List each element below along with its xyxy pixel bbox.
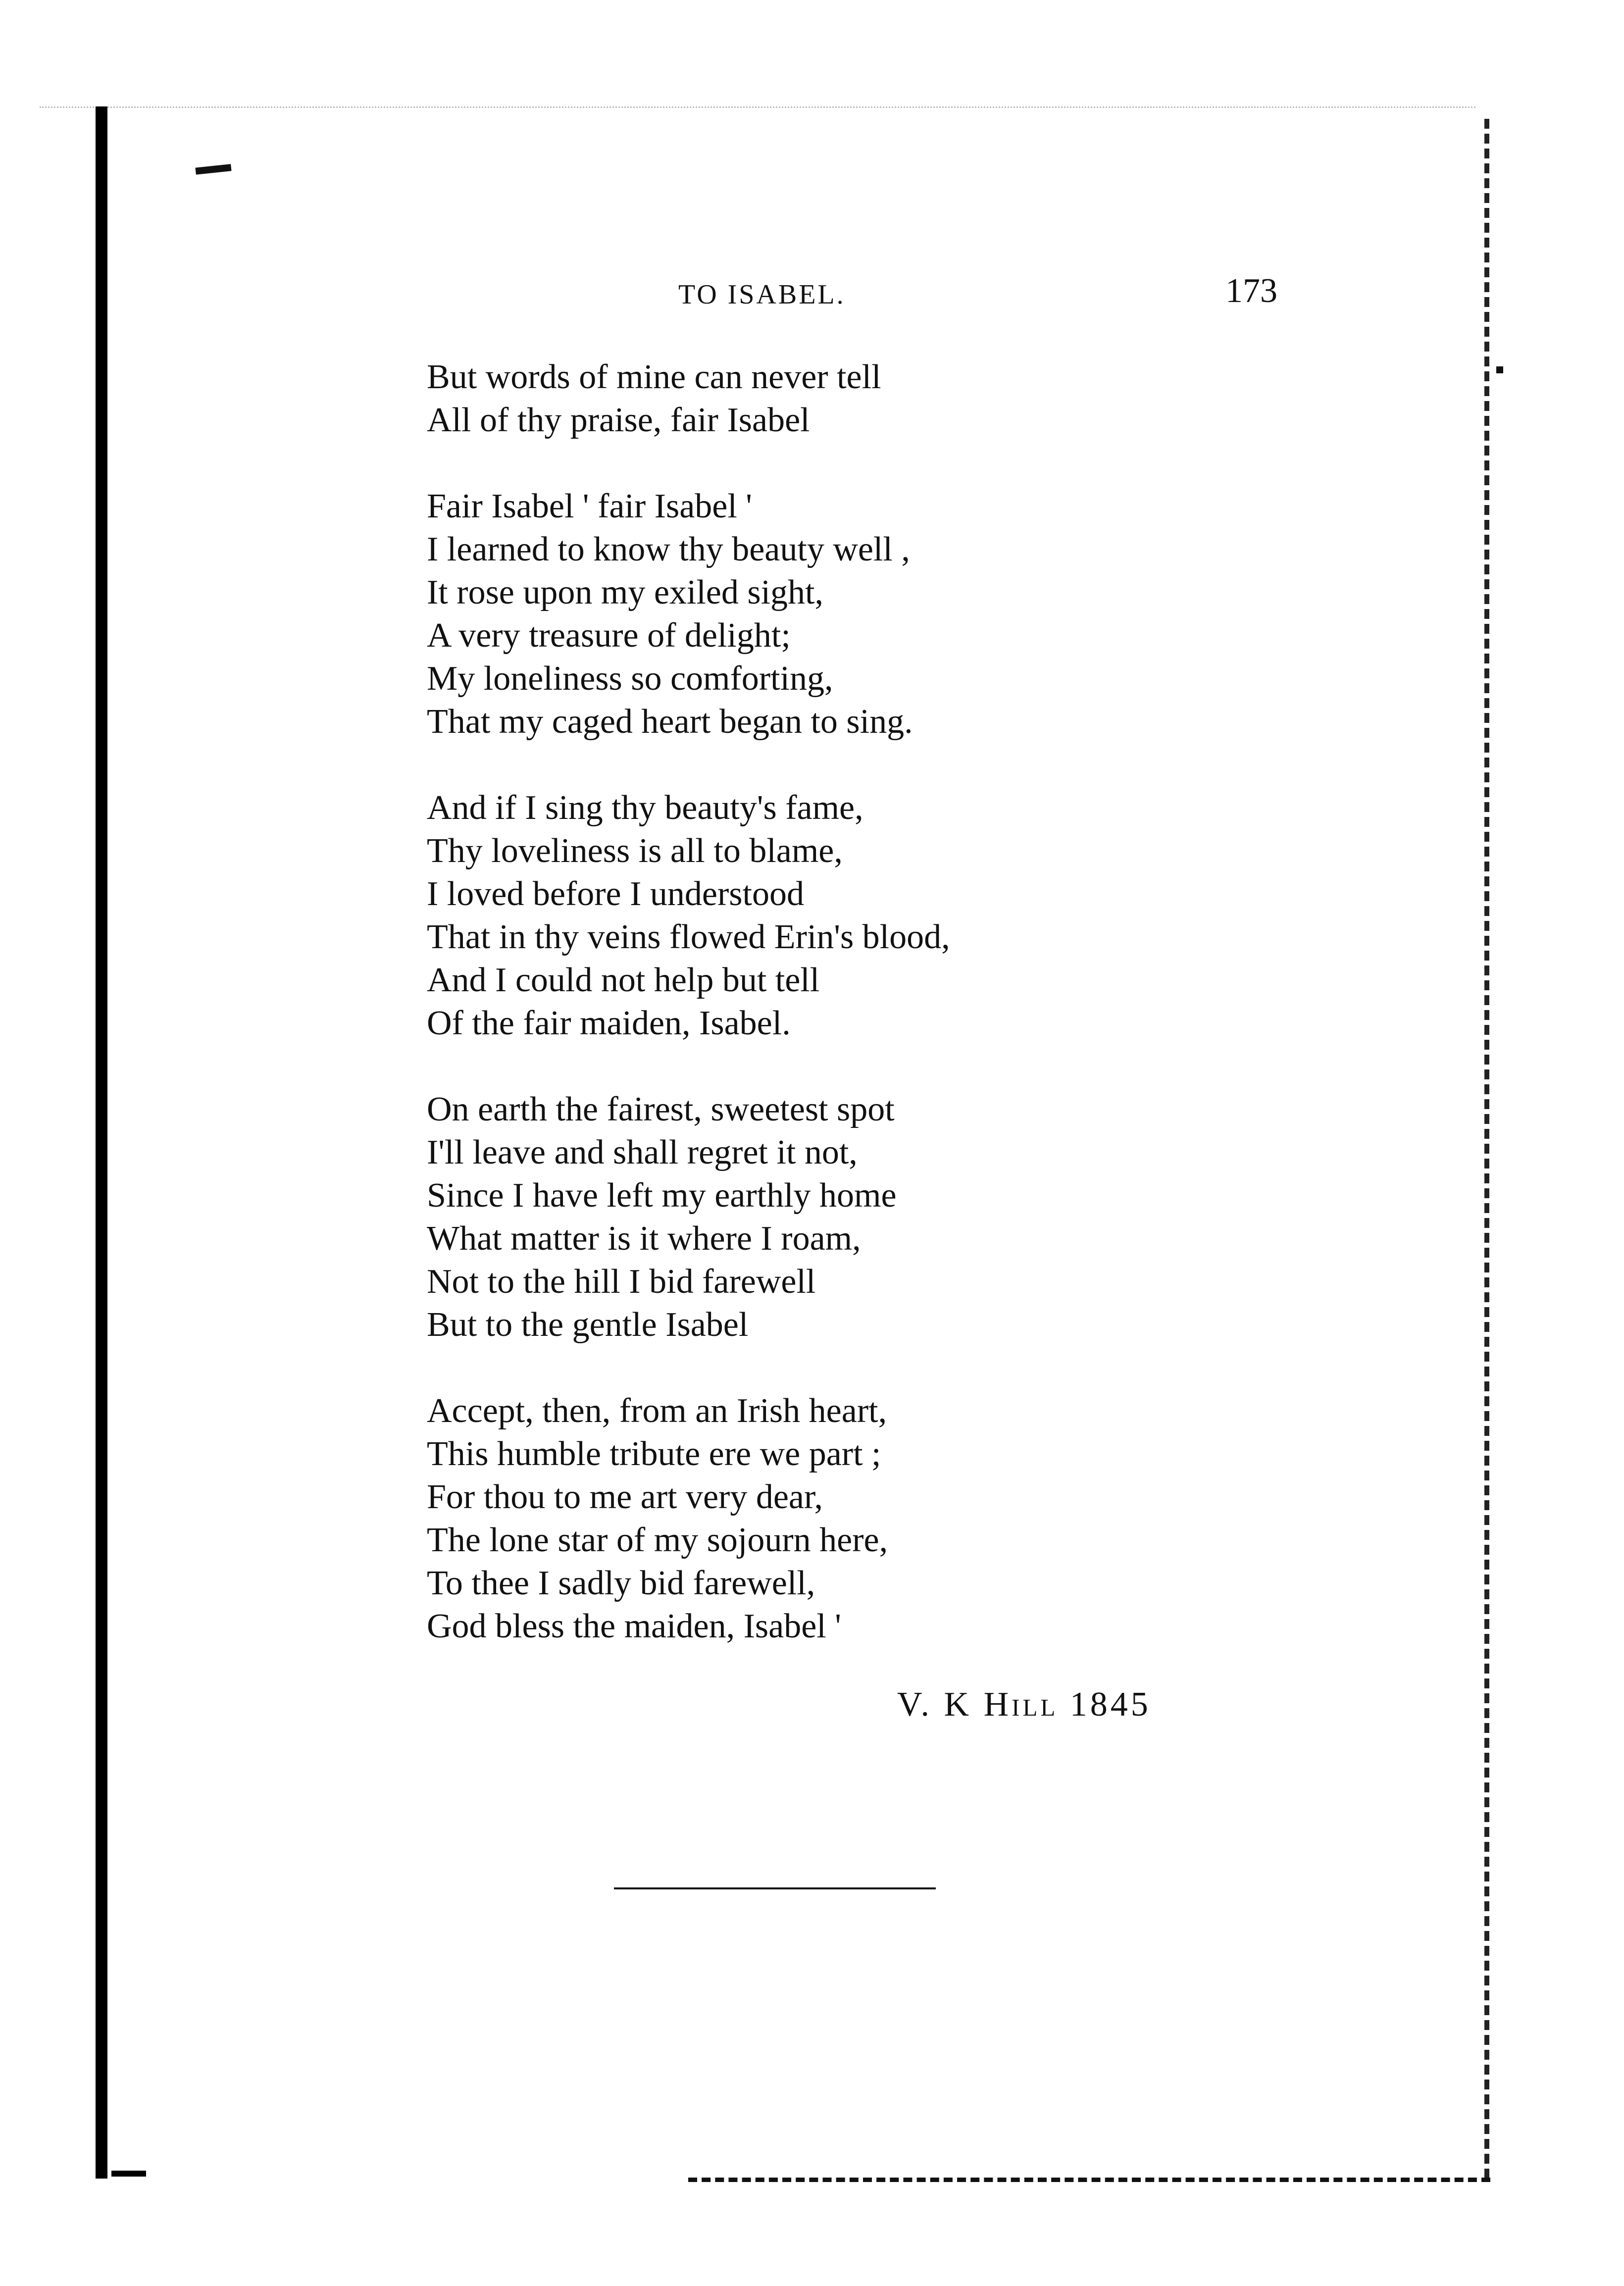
poem-line: Accept, then, from an Irish heart, [427, 1392, 887, 1430]
stanza [427, 1088, 1417, 1346]
scan-left-edge-foot [111, 2171, 146, 2177]
poem-line: I learned to know thy beauty well , [427, 530, 910, 568]
stanza [427, 1389, 1417, 1648]
scan-bottom-edge [688, 2178, 1490, 2182]
poem-body [427, 356, 1417, 1691]
poem-line: I loved before I understood [427, 875, 804, 913]
scan-speck [195, 164, 231, 174]
poem-line: I'll leave and shall regret it not, [427, 1133, 858, 1171]
poem-line: For thou to me art very dear, [427, 1478, 823, 1516]
poem-line: That in thy veins flowed Erin's blood, [427, 918, 950, 956]
page-number: 173 [1225, 272, 1277, 310]
poem-line: All of thy praise, fair Isabel [427, 401, 810, 439]
end-rule [614, 1887, 936, 1889]
poem-line: To thee I sadly bid farewell, [427, 1564, 815, 1602]
poem-line: It rose upon my exiled sight, [427, 573, 824, 611]
poem-line: A very treasure of delight; [427, 616, 791, 655]
scan-speck [1496, 366, 1503, 373]
poem-line: But to the gentle Isabel [427, 1306, 749, 1344]
poem-line: Of the fair maiden, Isabel. [427, 1004, 791, 1042]
poem-line: On earth the fairest, sweetest spot [427, 1090, 895, 1128]
author-signature: V. K Hill 1845 [897, 1685, 1151, 1724]
poem-line: Not to the hill I bid farewell [427, 1263, 816, 1301]
scan-top-edge [40, 106, 1475, 108]
running-head: TO ISABEL. [678, 279, 846, 310]
stanza [427, 786, 1417, 1045]
poem-line: God bless the maiden, Isabel ' [427, 1607, 841, 1645]
poem-line: But words of mine can never tell [427, 358, 881, 396]
poem-line: The lone star of my sojourn here, [427, 1521, 888, 1559]
poem-line: This humble tribute ere we part ; [427, 1435, 881, 1473]
poem-line: And if I sing thy beauty's fame, [427, 789, 863, 827]
stanza [427, 485, 1417, 743]
stanza [427, 356, 1417, 442]
poem-line: What matter is it where I roam, [427, 1219, 861, 1258]
poem-line: Since I have left my earthly home [427, 1176, 897, 1215]
scan-right-edge [1484, 119, 1489, 2179]
poem-line: That my caged heart began to sing. [427, 703, 913, 741]
poem-line: Thy loveliness is all to blame, [427, 832, 843, 870]
scan-left-edge [96, 106, 107, 2179]
poem-line: Fair Isabel ' fair Isabel ' [427, 487, 752, 525]
poem-line: My loneliness so comforting, [427, 660, 833, 698]
poem-line: And I could not help but tell [427, 961, 820, 999]
